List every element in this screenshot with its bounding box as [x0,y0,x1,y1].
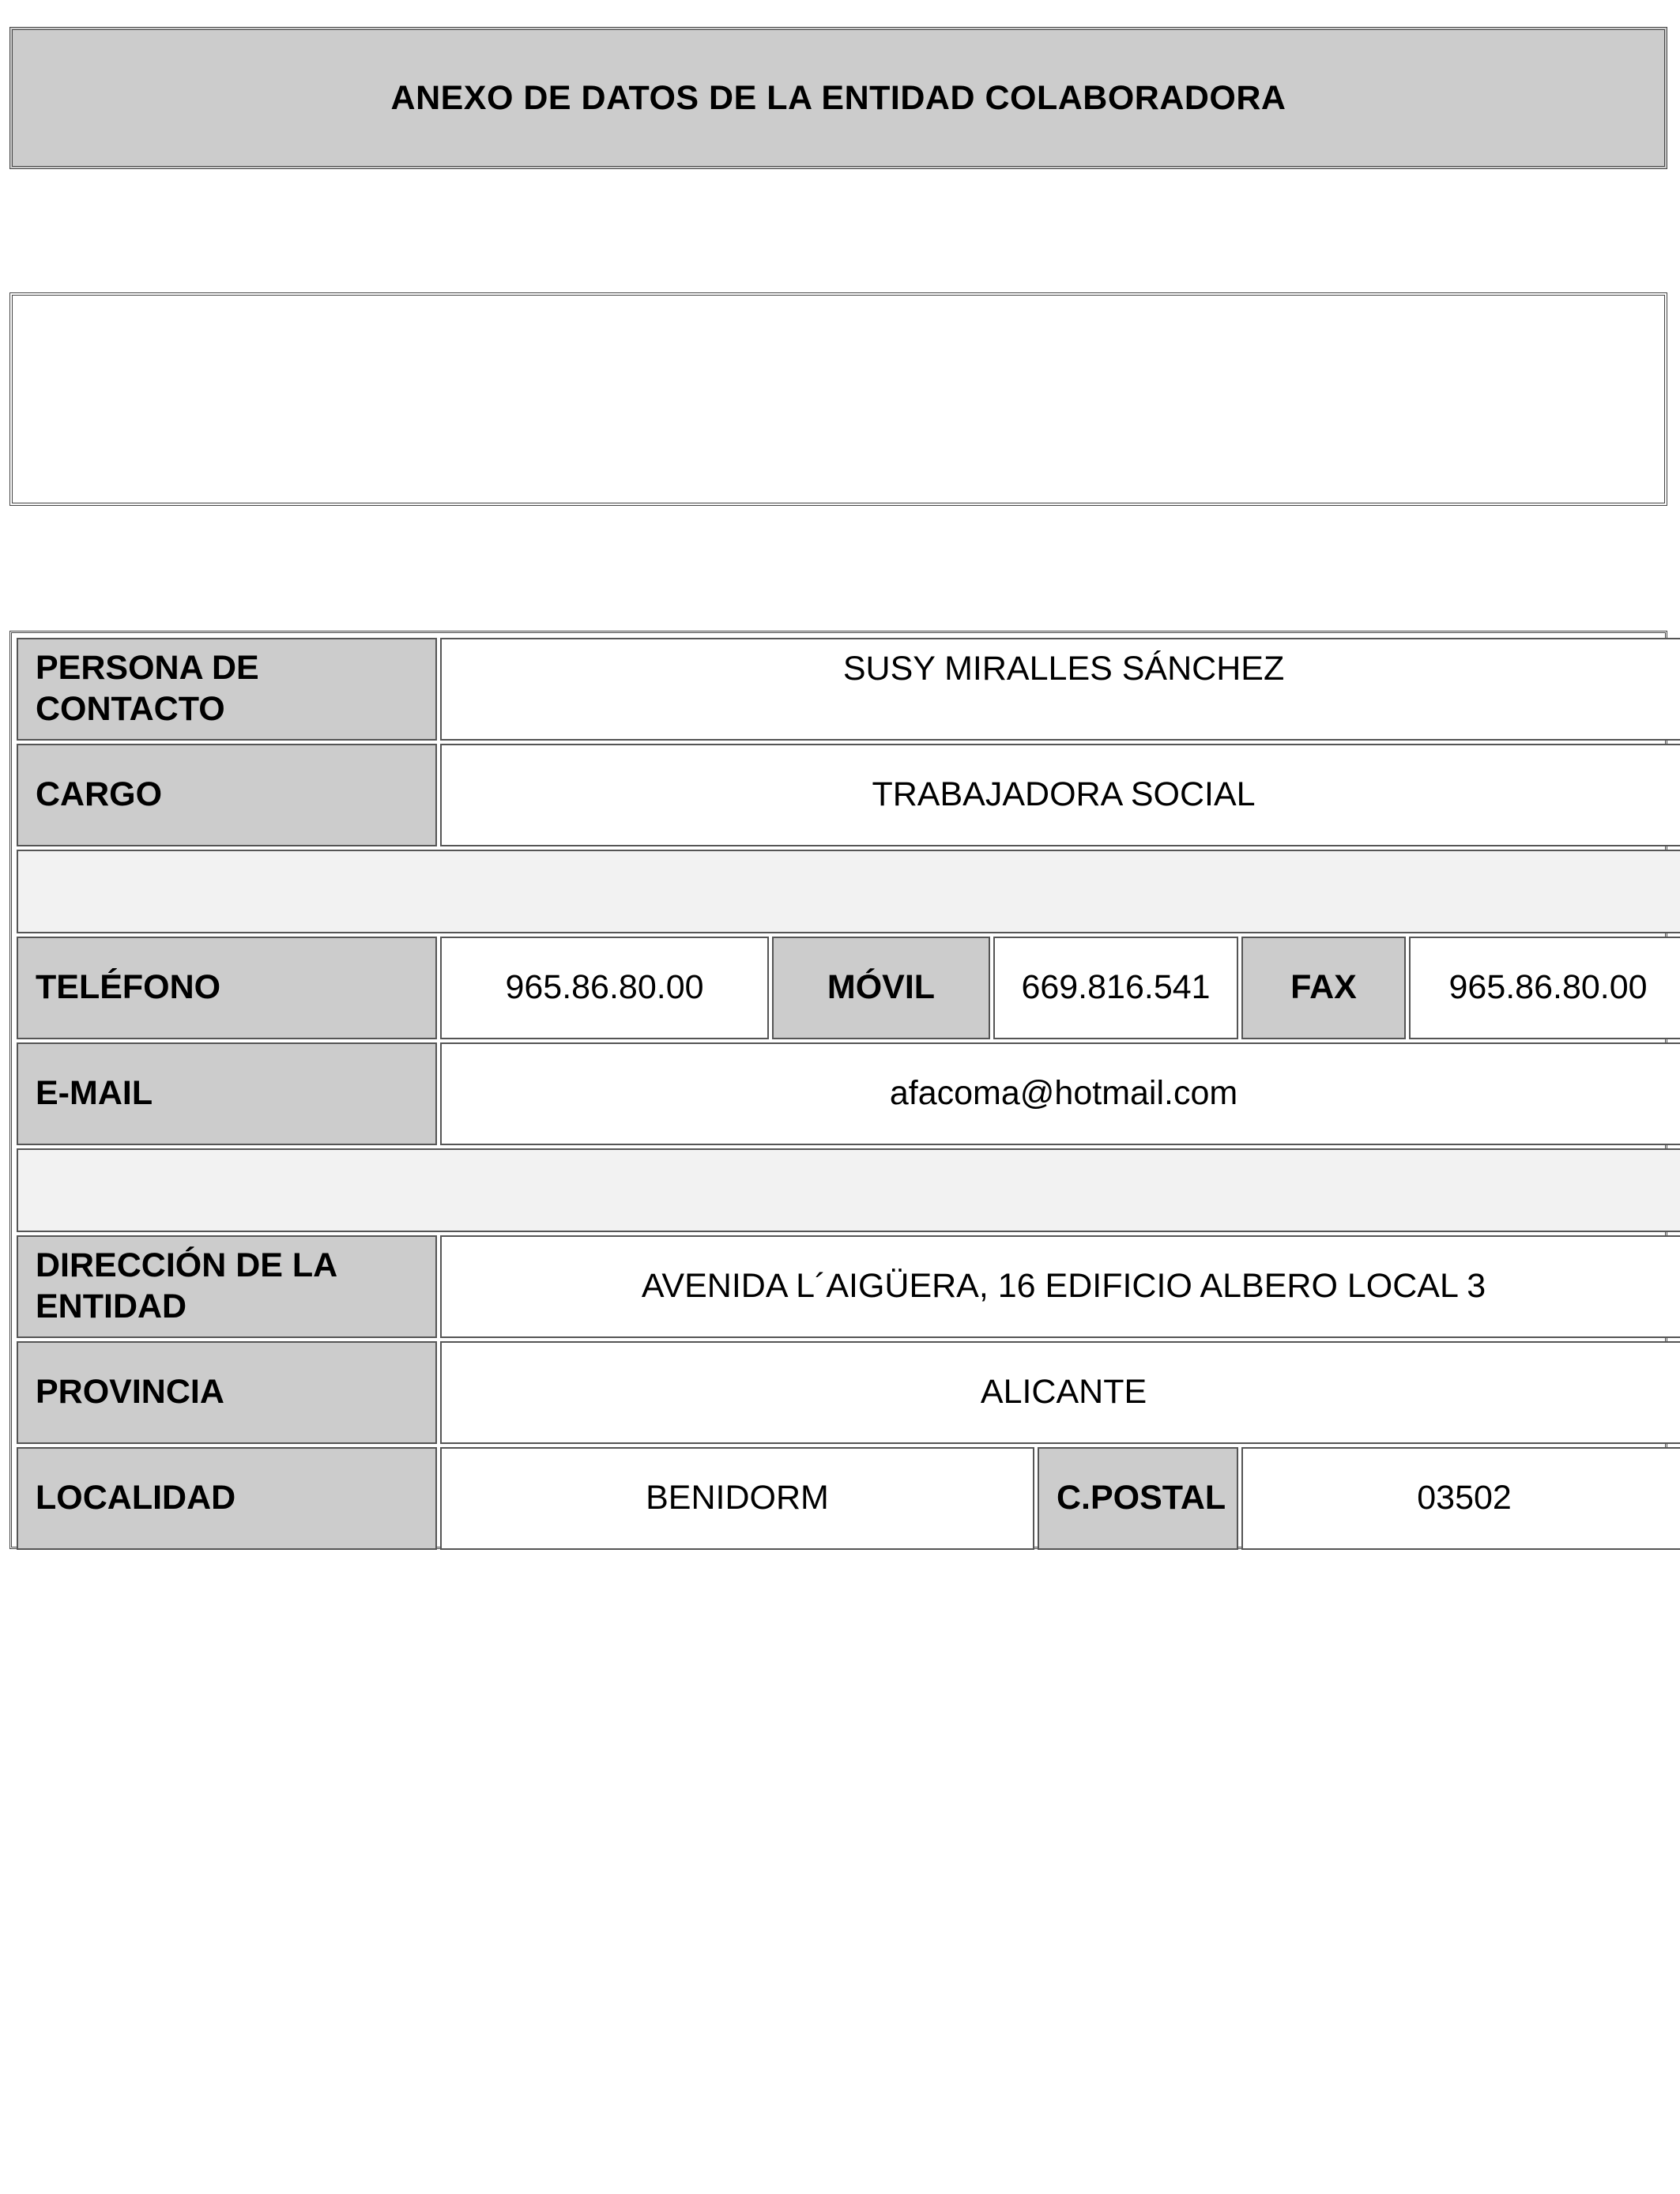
document-title: ANEXO DE DATOS DE LA ENTIDAD COLABORADORA [390,78,1286,117]
fax-value: 965.86.80.00 [1409,937,1680,1039]
telefono-label: TELÉFONO [17,937,437,1039]
localidad-value: BENIDORM [440,1447,1034,1550]
row-email [17,1042,1680,1145]
blank-box [9,292,1667,506]
cpostal-value: 03502 [1241,1447,1680,1550]
direccion-label: DIRECCIÓN DE LA ENTIDAD [17,1235,437,1338]
movil-label: MÓVIL [772,937,990,1039]
spacer-row [17,1148,1680,1232]
provincia-label: PROVINCIA [17,1341,437,1444]
localidad-label: LOCALIDAD [17,1447,437,1550]
row-phones [17,937,1680,1039]
spacer-row [17,850,1680,933]
row-localidad [17,1447,1680,1550]
fax-label: FAX [1241,937,1406,1039]
row-direccion [17,1235,1680,1338]
cargo-value: TRABAJADORA SOCIAL [440,744,1680,846]
cpostal-label: C.POSTAL [1038,1447,1238,1550]
row-cargo [17,744,1680,846]
telefono-value: 965.86.80.00 [440,937,769,1039]
email-value: afacoma@hotmail.com [440,1042,1680,1145]
persona-value: SUSY MIRALLES SÁNCHEZ [440,638,1680,741]
row-spacer-1 [17,850,1680,933]
row-spacer-2 [17,1148,1680,1232]
cargo-label: CARGO [17,744,437,846]
title-box [9,27,1667,169]
entity-data-grid [13,635,1680,1553]
row-persona [17,638,1680,741]
direccion-value: AVENIDA L´AIGÜERA, 16 EDIFICIO ALBERO LOCAL 3 [440,1235,1680,1338]
row-provincia [17,1341,1680,1444]
email-label: E-MAIL [17,1042,437,1145]
entity-data-table [9,631,1667,1549]
persona-label: PERSONA DE CONTACTO [17,638,437,741]
provincia-value: ALICANTE [440,1341,1680,1444]
movil-value: 669.816.541 [993,937,1238,1039]
